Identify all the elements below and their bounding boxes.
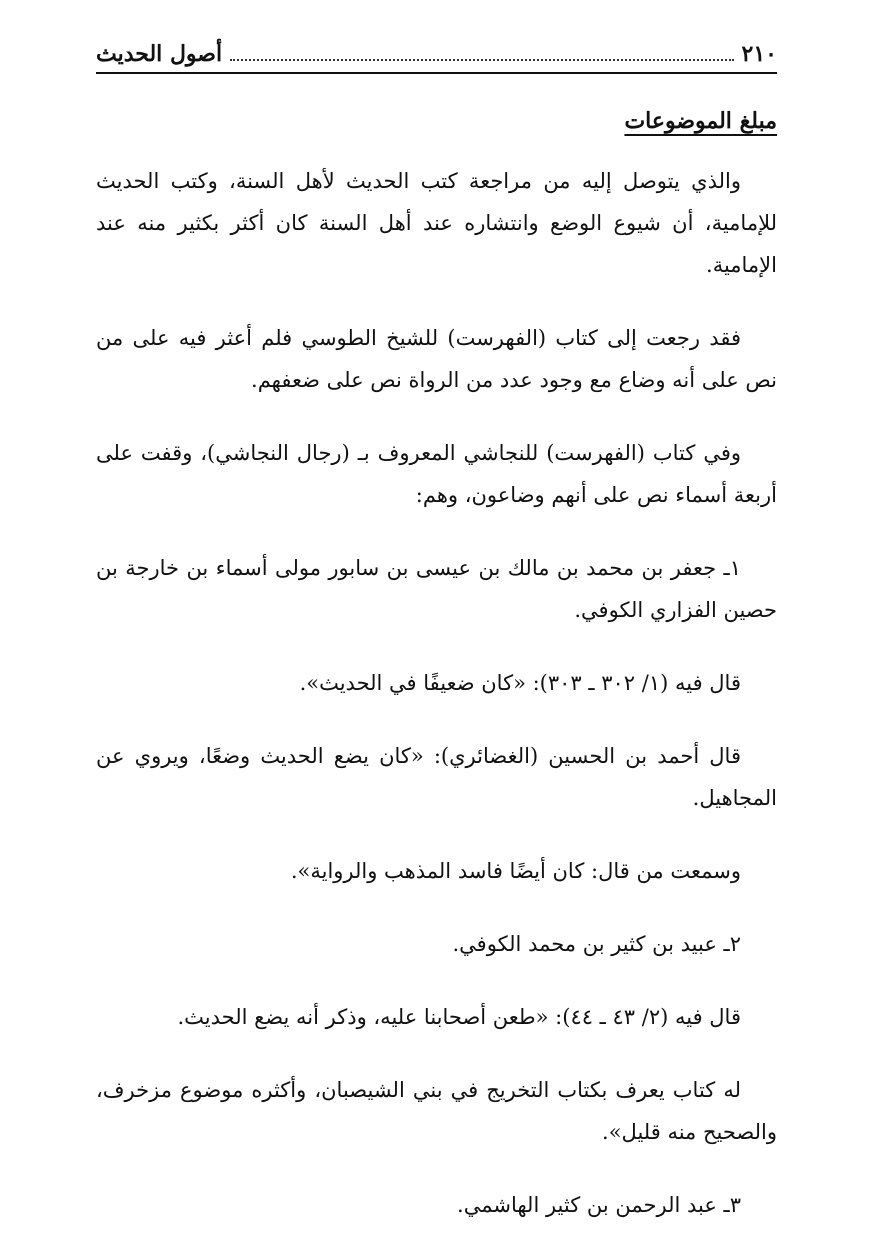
paragraph-quote-5: له كتاب يعرف بكتاب التخريج في بني الشيصبان، وأكثره موضوع مزخرف، والصحيح منه قليل». (96, 1078, 777, 1144)
list-item-3: ٣ـ عبد الرحمن بن كثير الهاشمي. (457, 1193, 741, 1217)
book-title: أصول الحديث (96, 41, 223, 67)
paragraph-quote-4: قال فيه (٢/ ٤٣ ـ ٤٤): «طعن أصحابنا عليه، وذكر أنه يضع الحديث. (177, 1005, 741, 1029)
dot-leader (230, 59, 733, 61)
paragraph-intro: والذي يتوصل إليه من مراجعة كتب الحديث لأهل السنة، وكتب الحديث للإمامية، أن شيوع الوضع وانتشاره عند أهل السنة كان أكثر بكثير منه عند الإمامية. (96, 169, 777, 277)
list-item-2: ٢ـ عبيد بن كثير بن محمد الكوفي. (452, 932, 741, 956)
paragraph-najashi-fihrist: وفي كتاب (الفهرست) للنجاشي المعروف بـ (رجال النجاشي)، وقفت على أربعة أسماء نص على أنهم وضاعون، وهم: (96, 441, 777, 507)
running-header (96, 36, 777, 74)
paragraph-tusi-fihrist: فقد رجعت إلى كتاب (الفهرست) للشيخ الطوسي فلم أعثر فيه على من نص على أنه وضاع مع وجود عدد من الرواة نص على ضعفهم. (96, 326, 777, 392)
paragraph-quote-1: قال فيه (١/ ٣٠٢ ـ ٣٠٣): «كان ضعيفًا في الحديث». (299, 671, 741, 695)
paragraph-quote-2: قال أحمد بن الحسين (الغضائري): «كان يضع الحديث وضعًا، ويروي عن المجاهيل. (96, 744, 777, 810)
list-item-1: ١ـ جعفر بن محمد بن مالك بن عيسى بن سابور مولى أسماء بن خارجة بن حصين الفزاري الكوفي. (96, 556, 777, 622)
section-heading: مبلغ الموضوعات (624, 108, 777, 134)
body-text (96, 160, 777, 1257)
paragraph-quote-3: وسمعت من قال: كان أيضًا فاسد المذهب والرواية». (290, 859, 741, 883)
page-number: ٢١٠ (741, 41, 777, 67)
